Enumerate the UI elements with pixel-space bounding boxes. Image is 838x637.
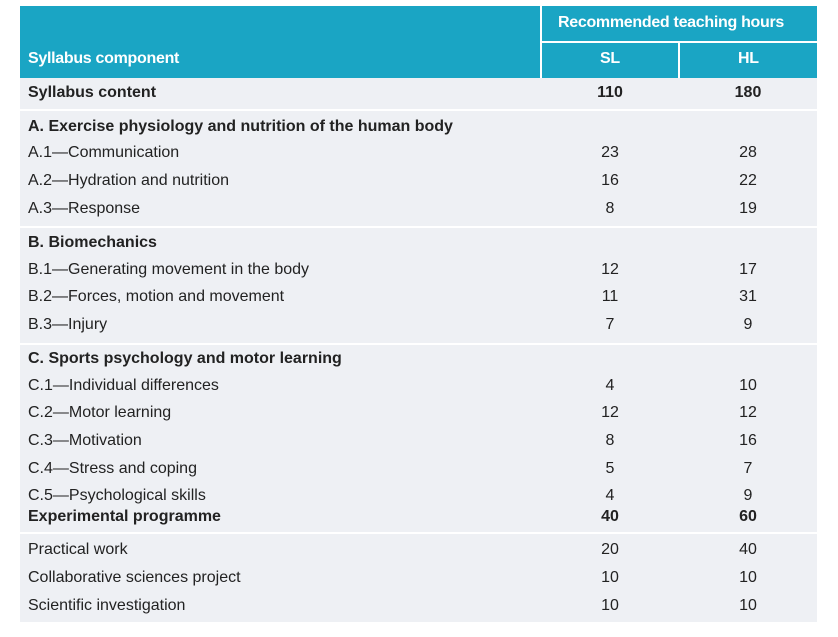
section-c-title: C. Sports psychology and motor learning bbox=[28, 350, 342, 367]
table-row-sl: 12 bbox=[601, 404, 619, 421]
table-row-hl: 17 bbox=[739, 261, 757, 278]
table-row-label: B.2—Forces, motion and movement bbox=[28, 288, 285, 305]
table-row-sl: 23 bbox=[601, 144, 619, 161]
table-row-label: B.1—Generating movement in the body bbox=[28, 261, 310, 278]
table-row-sl: 5 bbox=[605, 460, 615, 477]
table-row-label: C.4—Stress and coping bbox=[28, 460, 197, 477]
table-row-hl: 28 bbox=[739, 144, 757, 161]
table-row-label: Collaborative sciences project bbox=[28, 569, 241, 586]
experimental-sl: 40 bbox=[601, 508, 619, 525]
table-row-sl: 4 bbox=[605, 377, 615, 394]
table-row-hl: 7 bbox=[743, 460, 753, 477]
table-row-label: A.2—Hydration and nutrition bbox=[28, 172, 229, 189]
table-row-hl: 22 bbox=[739, 172, 757, 189]
table-row-hl: 10 bbox=[739, 569, 757, 586]
syllabus-component-header: Syllabus component bbox=[28, 50, 180, 67]
header-divider-2 bbox=[678, 42, 680, 78]
table-row-label: B.3—Injury bbox=[28, 316, 108, 333]
table-row-hl: 16 bbox=[739, 432, 757, 449]
table-row-label: Practical work bbox=[28, 541, 128, 558]
recommended-hours-header: Recommended teaching hours bbox=[558, 14, 785, 31]
experimental-label: Experimental programme bbox=[28, 508, 221, 525]
sl-header: SL bbox=[600, 50, 620, 67]
table-row-label: C.2—Motor learning bbox=[28, 404, 172, 421]
table-row-hl: 10 bbox=[739, 377, 757, 394]
table-row-sl: 7 bbox=[605, 316, 615, 333]
table-row-sl: 11 bbox=[601, 288, 619, 305]
table-row-sl: 8 bbox=[605, 432, 615, 449]
table-row-hl: 9 bbox=[743, 316, 753, 333]
syllabus-content-label: Syllabus content bbox=[28, 84, 157, 101]
section-c-band bbox=[20, 345, 817, 505]
table-row-sl: 10 bbox=[601, 569, 619, 586]
table-row-sl: 10 bbox=[601, 597, 619, 614]
experimental-hl: 60 bbox=[739, 508, 757, 525]
syllabus-content-sl: 110 bbox=[597, 84, 623, 101]
section-a-title: A. Exercise physiology and nutrition of the human body bbox=[28, 118, 453, 135]
table-row-hl: 10 bbox=[739, 597, 757, 614]
table-row-sl: 4 bbox=[605, 487, 615, 504]
table-row-hl: 9 bbox=[743, 487, 753, 504]
hl-header: HL bbox=[738, 50, 759, 67]
header-hline bbox=[540, 41, 817, 43]
table-row-label: C.1—Individual differences bbox=[28, 377, 219, 394]
table-row-hl: 12 bbox=[739, 404, 757, 421]
table-row-hl: 19 bbox=[739, 200, 757, 217]
table-row-sl: 16 bbox=[601, 172, 619, 189]
table-row-hl: 31 bbox=[739, 288, 757, 305]
table-row-hl: 40 bbox=[739, 541, 757, 558]
table-row-label: A.3—Response bbox=[28, 200, 141, 217]
table-row-sl: 12 bbox=[601, 261, 619, 278]
table-row-label: C.3—Motivation bbox=[28, 432, 142, 449]
table-row-label: C.5—Psychological skills bbox=[28, 487, 206, 504]
table-row-sl: 20 bbox=[601, 541, 619, 558]
syllabus-content-hl: 180 bbox=[734, 84, 762, 101]
table-row-label: A.1—Communication bbox=[28, 144, 180, 161]
table-row-label: Scientific investigation bbox=[28, 597, 186, 614]
table-row-sl: 8 bbox=[605, 200, 615, 217]
section-b-title: B. Biomechanics bbox=[28, 234, 157, 251]
